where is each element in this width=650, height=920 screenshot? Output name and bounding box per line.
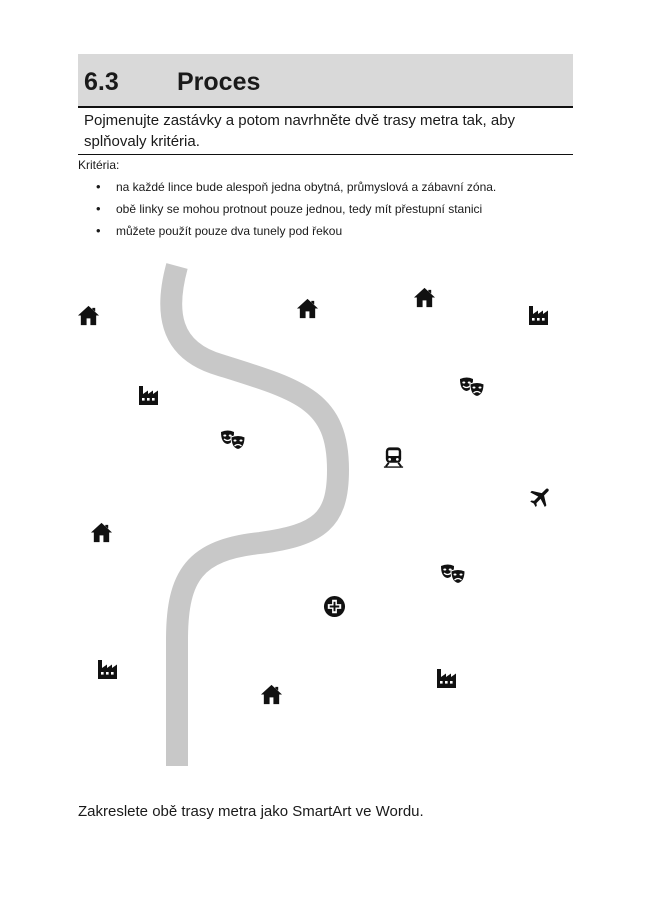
city-map [0,240,650,780]
theater-masks-icon[interactable] [221,431,245,450]
factory-icon[interactable] [529,306,548,325]
criteria-label: Kritéria: [78,158,120,172]
hospital-icon[interactable] [324,596,345,617]
theater-masks-icon[interactable] [441,565,465,584]
section-title: Proces [177,68,261,96]
house-icon[interactable] [297,299,318,318]
train-icon[interactable] [384,447,403,467]
house-icon[interactable] [78,306,99,325]
factory-icon[interactable] [437,669,456,688]
instruction-box [78,108,573,155]
section-number: 6.3 [84,68,119,96]
section-header [78,54,573,108]
criteria-list [78,176,578,242]
criteria-item: • obě linky se mohou protnout pouze jednou, tedy mít přestupní stanici [78,198,578,220]
footer-instruction: Zakreslete obě trasy metra jako SmartArt ve Wordu. [78,803,424,820]
river [171,266,338,766]
criteria-item: • na každé lince bude alespoň jedna obytná, průmyslová a zábavní zóna. [78,176,578,198]
factory-icon[interactable] [98,660,117,679]
theater-masks-icon[interactable] [460,378,484,397]
airplane-icon[interactable] [526,482,556,512]
factory-icon[interactable] [139,386,158,405]
house-icon[interactable] [414,288,435,307]
house-icon[interactable] [91,523,112,542]
house-icon[interactable] [261,685,282,704]
criteria-item: • můžete použít pouze dva tunely pod řekou [78,220,578,242]
instruction-text: Pojmenujte zastávky a potom navrhněte dvě trasy metra tak, aby splňovaly kritéria. [84,112,516,150]
